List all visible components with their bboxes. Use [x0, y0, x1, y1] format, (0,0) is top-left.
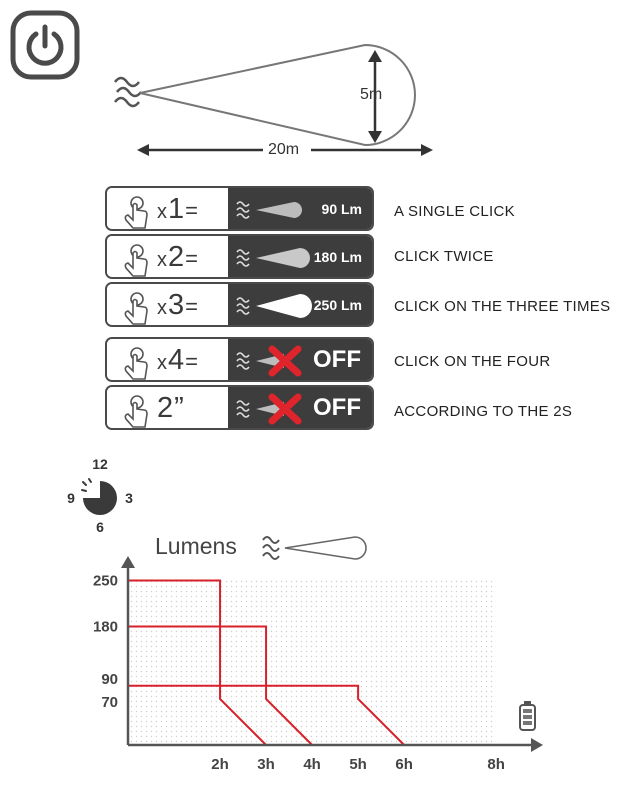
x-tick-label: 3h — [257, 756, 275, 773]
finger-click-icon — [117, 241, 153, 277]
clock-label-9: 9 — [67, 490, 75, 506]
chart-ylabel: Lumens — [155, 533, 237, 559]
x-tick-label: 6h — [395, 756, 413, 773]
mode-description-2: CLICK TWICE — [394, 248, 494, 265]
x-tick-label: 2h — [211, 756, 229, 773]
beam-length-label: 20m — [268, 141, 300, 158]
y-tick-label: 250 — [92, 572, 118, 590]
mode-description-1: A SINGLE CLICK — [394, 203, 515, 220]
lumen-value: 250 Lm — [313, 297, 362, 313]
lumen-value: 90 Lm — [321, 201, 362, 217]
lamp-beam-icon — [234, 290, 324, 322]
y-axis-arrow — [121, 556, 135, 568]
x-axis-arrow — [531, 738, 543, 752]
finger-click-icon — [117, 344, 153, 380]
mode-description-4: CLICK ON THE FOUR — [394, 353, 551, 370]
x-tick-label: 4h — [303, 756, 321, 773]
x-tick-label: 8h — [487, 756, 505, 773]
finger-click-icon — [117, 289, 153, 325]
lamp-beam-icon — [234, 244, 324, 272]
clock-label-3: 3 — [125, 490, 133, 506]
lamp-off-icon — [234, 393, 314, 425]
mode-row-2 — [105, 234, 374, 279]
finger-click-icon — [117, 193, 153, 229]
mode-key: x4= — [157, 344, 199, 376]
y-tick-label: 70 — [101, 693, 118, 711]
mode-description-5: ACCORDING TO THE 2S — [394, 403, 573, 420]
clock-label-6: 6 — [96, 519, 104, 535]
mode-key: x1= — [157, 193, 199, 225]
mode-key: x3= — [157, 289, 199, 321]
clock-icon — [60, 455, 145, 540]
mode-row-5 — [105, 385, 374, 430]
headlamp-icon — [115, 78, 141, 106]
mode-row-3 — [105, 282, 374, 327]
mode-key: 2” — [157, 392, 185, 424]
clock-label-12: 12 — [92, 456, 108, 472]
y-tick-label: 90 — [101, 670, 118, 688]
lumen-value: 180 Lm — [313, 249, 362, 265]
chart-grid — [128, 578, 496, 745]
off-label: OFF — [313, 346, 361, 373]
mode-row-1 — [105, 186, 374, 231]
finger-click-icon — [117, 392, 153, 428]
x-tick-label: 5h — [349, 756, 367, 773]
mode-row-4 — [105, 337, 374, 382]
off-label: OFF — [313, 394, 361, 421]
battery-icon — [520, 701, 535, 730]
runtime-chart — [0, 550, 560, 780]
power-icon — [10, 10, 80, 80]
mode-key: x2= — [157, 241, 199, 273]
lamp-beam-icon — [234, 198, 314, 222]
beam-width-label: 5m — [360, 86, 383, 103]
mode-description-3: CLICK ON THE THREE TIMES — [394, 298, 611, 315]
y-tick-label: 180 — [92, 618, 118, 636]
lamp-off-icon — [234, 345, 314, 377]
